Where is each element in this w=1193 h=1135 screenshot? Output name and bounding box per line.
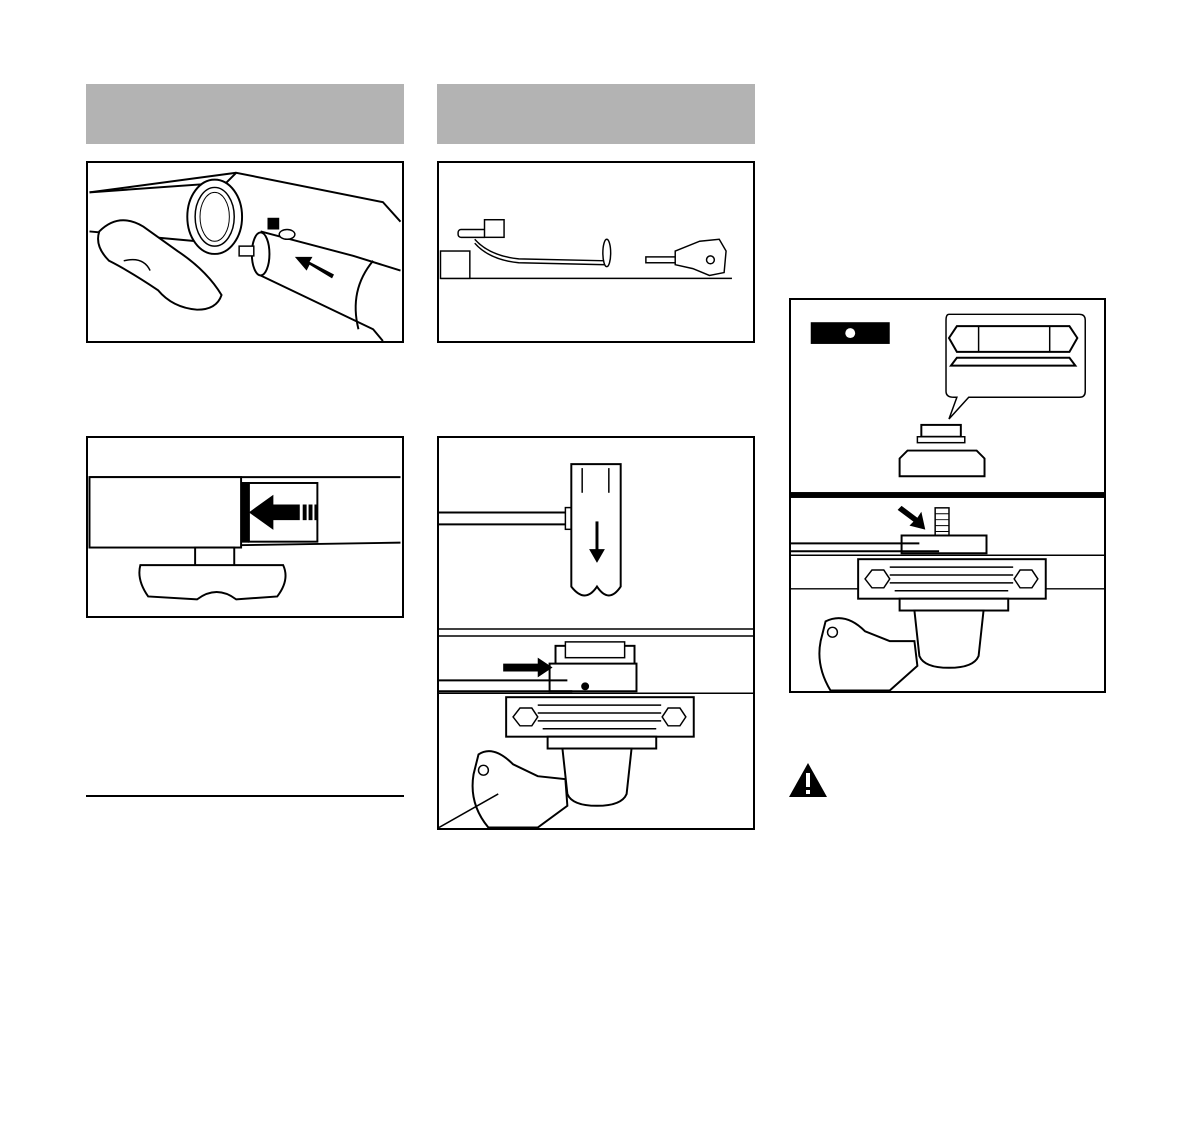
figure-nut-and-stud [789, 298, 1106, 693]
figure-shaft-coupling [86, 161, 404, 343]
box-wrench-illustration [439, 438, 753, 828]
figure-brushcutter [437, 161, 755, 343]
section-header-middle [437, 84, 755, 144]
nut-detail-illustration [791, 300, 1104, 691]
figure-coupling-push [86, 436, 404, 618]
brushcutter-illustration [439, 163, 753, 341]
push-arrow-illustration [88, 438, 402, 616]
section-divider [86, 795, 404, 797]
figure-box-wrench [437, 436, 755, 830]
warning-triangle-icon [788, 762, 828, 798]
shaft-coupling-illustration [88, 163, 402, 341]
section-header-left [86, 84, 404, 144]
